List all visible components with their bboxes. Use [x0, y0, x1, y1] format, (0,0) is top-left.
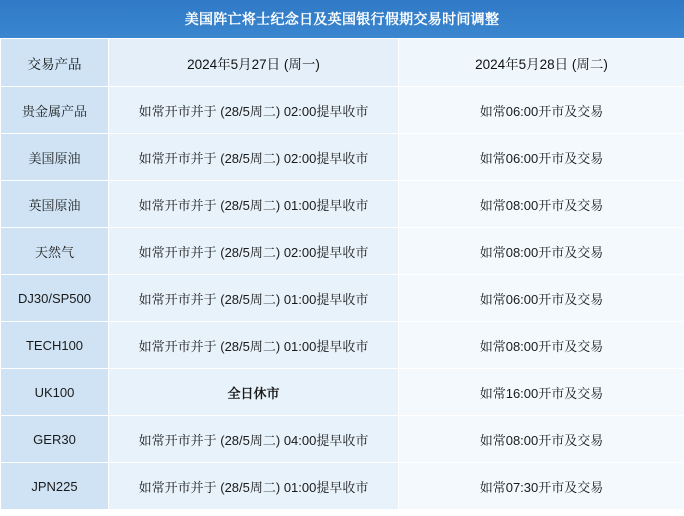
cell-day2: 如常06:00开市及交易: [399, 87, 684, 134]
cell-day2: 如常07:30开市及交易: [399, 463, 684, 510]
cell-product: 英国原油: [1, 181, 109, 228]
trading-hours-table: [0, 38, 684, 510]
column-header-product: 交易产品: [1, 39, 109, 87]
cell-day2: 如常06:00开市及交易: [399, 134, 684, 181]
cell-product: JPN225: [1, 463, 109, 510]
cell-day1: 如常开市并于 (28/5周二) 04:00提早收市: [109, 416, 399, 463]
cell-product: 天然气: [1, 228, 109, 275]
table-header-row: [1, 39, 684, 87]
page-title: 美国阵亡将士纪念日及英国银行假期交易时间调整: [0, 0, 684, 38]
cell-product: UK100: [1, 369, 109, 416]
table-row: [1, 463, 684, 510]
table-row: [1, 416, 684, 463]
cell-product: TECH100: [1, 322, 109, 369]
cell-product: DJ30/SP500: [1, 275, 109, 322]
cell-product: 贵金属产品: [1, 87, 109, 134]
cell-day1: 如常开市并于 (28/5周二) 01:00提早收市: [109, 181, 399, 228]
cell-day2: 如常08:00开市及交易: [399, 228, 684, 275]
cell-day2: 如常06:00开市及交易: [399, 275, 684, 322]
table-row: [1, 322, 684, 369]
cell-day1: 如常开市并于 (28/5周二) 02:00提早收市: [109, 228, 399, 275]
cell-day1: 如常开市并于 (28/5周二) 01:00提早收市: [109, 463, 399, 510]
table-row: [1, 87, 684, 134]
cell-day1: 如常开市并于 (28/5周二) 02:00提早收市: [109, 134, 399, 181]
cell-day2: 如常08:00开市及交易: [399, 416, 684, 463]
table-row: [1, 228, 684, 275]
cell-product: GER30: [1, 416, 109, 463]
cell-day2: 如常08:00开市及交易: [399, 181, 684, 228]
cell-product: 美国原油: [1, 134, 109, 181]
cell-day2: 如常08:00开市及交易: [399, 322, 684, 369]
table-row: [1, 134, 684, 181]
cell-day1: 全日休市: [109, 369, 399, 416]
cell-day1: 如常开市并于 (28/5周二) 01:00提早收市: [109, 275, 399, 322]
cell-day2: 如常16:00开市及交易: [399, 369, 684, 416]
cell-day1: 如常开市并于 (28/5周二) 02:00提早收市: [109, 87, 399, 134]
column-header-day1: 2024年5月27日 (周一): [109, 39, 399, 87]
column-header-day2: 2024年5月28日 (周二): [399, 39, 684, 87]
table-row: [1, 181, 684, 228]
cell-day1: 如常开市并于 (28/5周二) 01:00提早收市: [109, 322, 399, 369]
table-row: [1, 369, 684, 416]
table-row: [1, 275, 684, 322]
